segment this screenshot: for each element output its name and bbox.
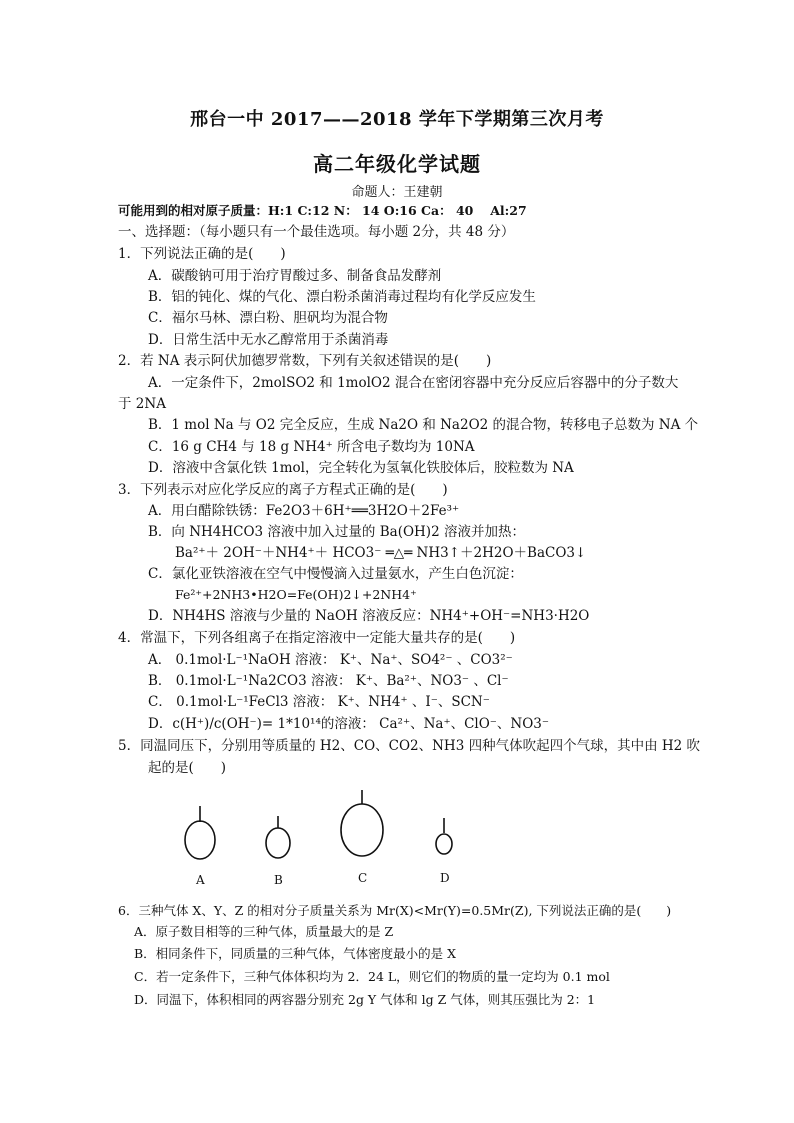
question-2-option-c: C．16 g CH4 与 18 g NH4⁺ 所含电子数均为 10NA	[148, 439, 475, 455]
question-3-option-c: C．氯化亚铁溶液在空气中慢慢滴入过量氨水，产生白色沉淀：	[148, 566, 523, 582]
question-1-stem: 1．下列说法正确的是( )	[118, 246, 286, 262]
balloon-b	[266, 828, 290, 858]
exam-title: 邢台一中 2017——2018 学年下学期第三次月考	[190, 109, 604, 130]
question-4-option-d: D．c(H⁺)/c(OH⁻)= 1*10¹⁴的溶液： Ca²⁺、Na⁺、ClO⁻、NO3⁻	[148, 716, 549, 732]
question-2-option-a: A．一定条件下，2molSO2 和 1molO2 混合在密闭容器中充分反应后容器中的分子数大	[148, 375, 679, 391]
balloon-a	[185, 821, 215, 859]
question-3-option-b-equation: Ba²⁺＋ 2OH⁻＋NH4⁺＋ HCO3⁻ ═△═ NH3↑＋2H2O＋BaCO3↓	[175, 545, 587, 561]
balloon-figure	[176, 790, 476, 890]
question-6-stem: 6．三种气体 X、Y、Z 的相对分子质量关系为 Mr(X)<Mr(Y)=0.5Mr(Z), 下列说法正确的是( )	[118, 903, 672, 918]
question-6-option-b: B．相同条件下，同质量的三种气体，气体密度最小的是 X	[134, 946, 457, 961]
question-2-stem: 2．若 NA 表示阿伏加德罗常数，下列有关叙述错误的是( )	[118, 353, 492, 369]
question-4-stem: 4．常温下，下列各组离子在指定溶液中一定能大量共存的是( )	[118, 630, 516, 646]
balloon-label-d: D	[440, 871, 450, 885]
question-6-option-c: C．若一定条件下，三种气体体积均为 2．24 L，则它们的物质的量一定均为 0.1 mol	[134, 969, 610, 984]
balloon-d	[436, 834, 452, 854]
question-4-option-b: B． 0.1mol·L⁻¹Na2CO3 溶液： K⁺、Ba²⁺、NO3⁻ 、Cl⁻	[148, 673, 509, 689]
author-line: 命题人：王建朝	[351, 185, 443, 200]
question-6-option-a: A．原子数目相等的三种气体，质量最大的是 Z	[134, 924, 394, 939]
balloon-diagram	[176, 790, 476, 890]
question-4-option-c: C． 0.1mol·L⁻¹FeCl3 溶液： K⁺、NH4⁺ 、I⁻、SCN⁻	[148, 694, 490, 710]
question-4-option-a: A． 0.1mol·L⁻¹NaOH 溶液： K⁺、Na⁺、SO4²⁻ 、CO3²⁻	[148, 652, 513, 668]
balloon-label-a: A	[196, 873, 205, 887]
section-heading: 一、选择题：（每小题只有一个最佳选项。每小题 2分，共 48 分）	[118, 224, 515, 240]
question-3-option-a: A．用白醋除铁锈：Fe2O3＋6H⁺══3H2O＋2Fe³⁺	[148, 503, 460, 519]
question-6-option-d: D．同温下，体积相同的两容器分别充 2g Y 气体和 lg Z 气体，则其压强比为 2：1	[134, 992, 596, 1007]
question-5-stem-cont: 起的是( )	[148, 760, 227, 776]
question-2-option-a-cont: 于 2NA	[118, 396, 166, 412]
exam-subtitle: 高二年级化学试题	[313, 152, 481, 176]
question-2-option-d: D．溶液中含氯化铁 1mol，完全转化为氢氧化铁胶体后，胶粒数为 NA	[148, 460, 574, 476]
question-3-option-d: D．NH4HS 溶液与少量的 NaOH 溶液反应：NH4⁺+OH⁻=NH3·H2O	[148, 608, 590, 624]
atomic-masses-line: 可能用到的相对原子质量：H:1 C:12 N： 14 O:16 Ca： 40 Al:27	[118, 203, 527, 218]
balloon-c	[341, 804, 383, 856]
balloon-label-b: B	[274, 873, 283, 887]
question-3-option-c-equation: Fe²⁺+2NH3•H2O=Fe(OH)2↓+2NH4⁺	[175, 587, 417, 602]
question-1-option-b: B．铝的钝化、煤的气化、漂白粉杀菌消毒过程均有化学反应发生	[148, 289, 536, 305]
question-1-option-d: D．日常生活中无水乙醇常用于杀菌消毒	[148, 332, 389, 348]
question-3-option-b: B．向 NH4HCO3 溶液中加入过量的 Ba(OH)2 溶液并加热：	[148, 524, 525, 540]
question-3-stem: 3．下列表示对应化学反应的离子方程式正确的是( )	[118, 482, 448, 498]
question-5-stem: 5．同温同压下，分别用等质量的 H2、CO、CO2、NH3 四种气体吹起四个气球，其中由 H2 吹	[118, 738, 701, 754]
question-1-option-c: C．福尔马林、漂白粉、胆矾均为混合物	[148, 310, 388, 326]
question-2-option-b: B．1 mol Na 与 O2 完全反应，生成 Na2O 和 Na2O2 的混合物，转移电子总数为 NA 个	[148, 417, 699, 433]
question-1-option-a: A．碳酸钠可用于治疗胃酸过多、制备食品发酵剂	[148, 268, 442, 284]
balloon-label-c: C	[358, 871, 368, 885]
